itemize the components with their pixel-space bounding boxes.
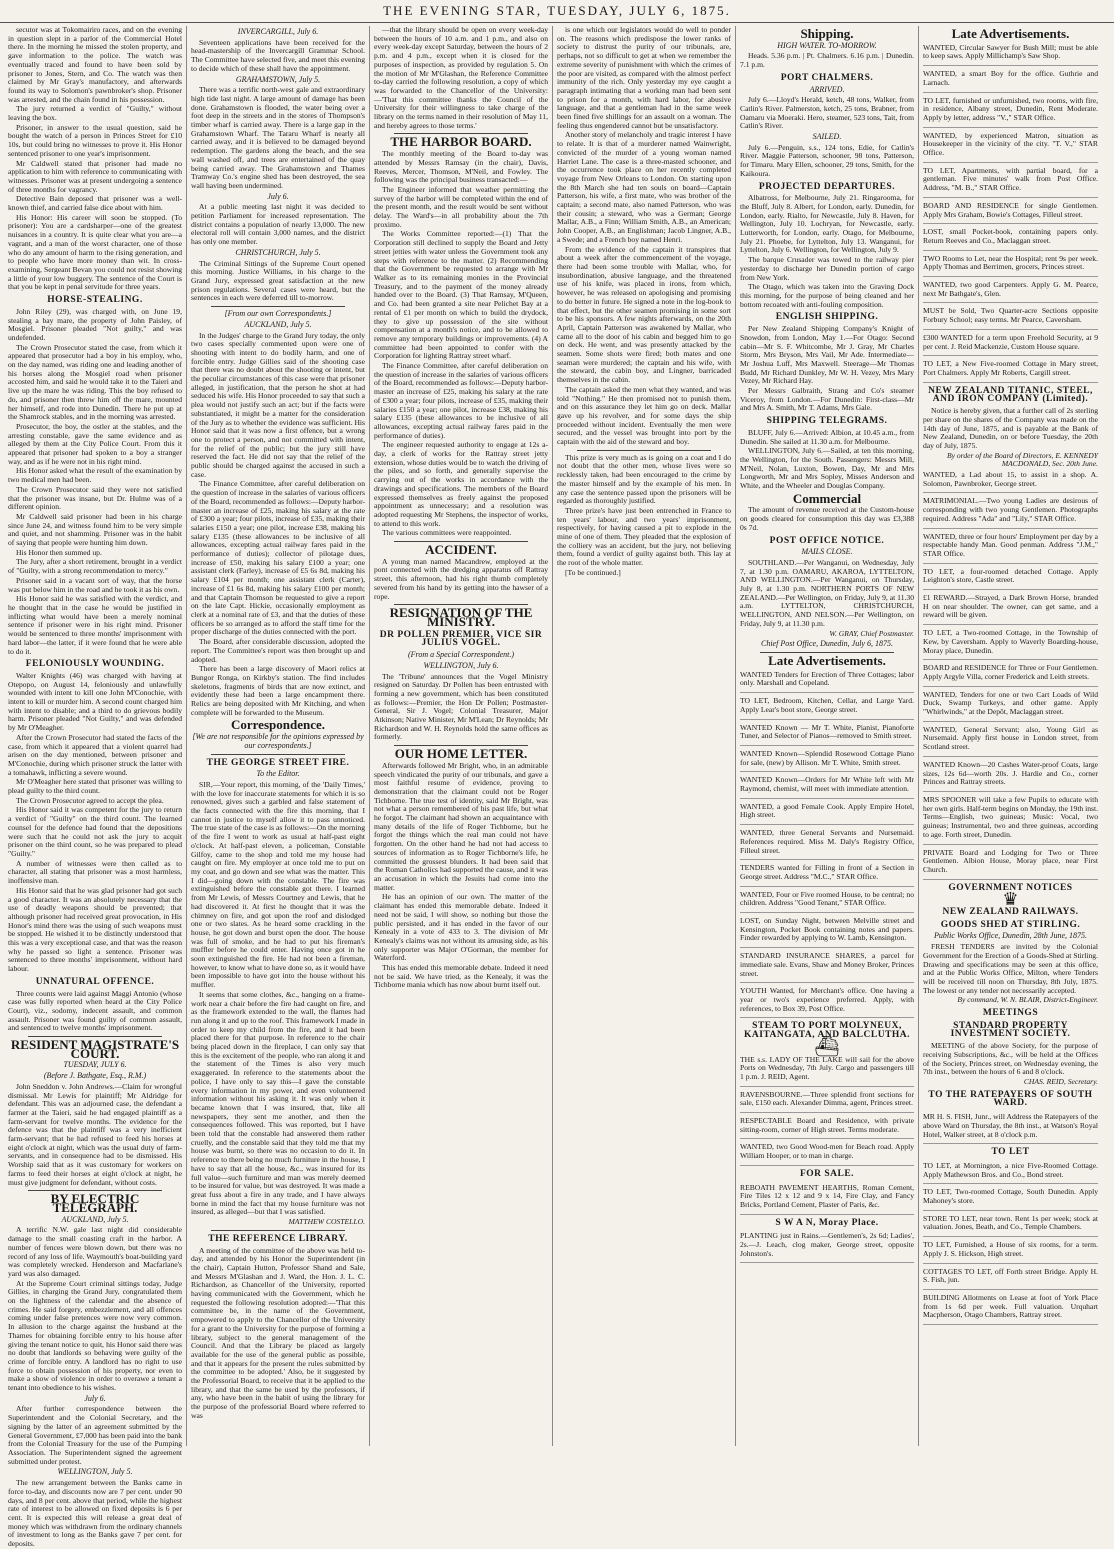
article-paragraph: His Honor said he was satisfied with the verdict, and he thought that in the case he would be justified in inflicting what would have been a merely nominal sentence if prisoner were in his right mind. Prisoner would be sentenced to three months' imprisonment with hard labor—the latter, if it were found that he were able to do it.: [8, 594, 182, 656]
advertisement: [923, 495, 1098, 528]
article-paragraph: [To be continued.]: [565, 567, 621, 577]
article-paragraph: The Finance Committee, after careful deliberation on the question of increase in the salaries of various officers of the Board, recommended as follows:—Deputy harbor-master an increase of £25, making his salary at the rate of £300 a year; four pilots, increase of £35, making their salaries £150 a year; one pilot, increase £38, making his salary £135 (these allowances to be inclusive of all allowances, excepting actual railway fares paid in the performance of duties); collector of pilotage dues, increase of £50, making his salary £100 a year; one assistant clerk (Farley), increase of £5 6s 8d, making his salary £104 per month; one assistant clerk (Carter), increase of £1 6s 8d, making his salary £100 per month; and that Captain Thomson be requested to give a report on the late Capt. Hickie, occasionally employment as clerk at a nominal rate of £3, and that the duties of these officers be so arranged as to afford the staff time for the proper discharge of the duties connected with the port.: [191, 479, 365, 637]
dateline: ARRIVED.: [809, 84, 845, 94]
dateline: (From a Special Correspondent.): [407, 650, 515, 660]
dateline: July 6.: [84, 1393, 106, 1403]
advertisement: [923, 566, 1098, 590]
dateline: GRAHAMSTOWN, July 5.: [235, 74, 321, 84]
article-paragraph: His Honor said it was competent for the jury to return a verdict of "Guilty" on the third count. The learned counsel for the defence had found that the depositions were such that he could not ask the jury to acquit prisoner on the third count, so he was prepared to plead "Guilty.": [8, 805, 182, 858]
advertisement-text: WANTED Known — Mr T. White, Pianist, Pianoforte Tuner, and Selector of Pianos—removed to Smith street.: [740, 722, 914, 741]
advertisement-text: WANTED, General Servant; also, Young Girl as Nursemaid. Apply first house in London street, from Scotland street.: [923, 724, 1098, 752]
article-paragraph: The new arrangement between the Banks came in force to-day, and discounts now are 7 per cent. under 90 days, and 8 per cent. above that period, while the highest rate of interest to be allowed on fixed deposits is 6 per cent. It is expected this will release a great deal of money which was withdrawn from the ordinary channels of investment to long as the Banks gave 7 per cent. for deposits.: [8, 1478, 182, 1549]
dateline: WELLINGTON, July 5.: [57, 1467, 133, 1477]
advertisement-text: WANTED, a good Female Cook. Apply Empire Hotel, High street.: [740, 801, 914, 820]
article-paragraph: The Otago, which was taken into the Graving Dock this morning, for the purpose of being cleaned and her bottom recoated with anti-fouling composition.: [740, 282, 914, 309]
article-paragraph: A young man named Macandrew, employed at the pont connected with the dredging apparatus off Rattray street, this afternoon, had his right thumb completely severed from his hand by its getting into the hawser of a rope.: [374, 556, 548, 601]
article-paragraph: A meeting of the committee of the above was held to-day, and attended by his Honor the Superintendent (in the chair), Captain Hutton, Professor Shand and Sale, and Messrs M'Glashan and J. Ward, the Hon. J. L. C. Richardson, as Chancellor of the University, reported having communicated with the Government, which he requested the following resolution adopted:—'That this committee be, in the name of the Government, empowered to apply to the Chancellor of the University for a grant to the University for the purpose of forming a library, subject to the general management of the Council. And that the Library be placed as largely available for the use of the general public as possible, and that it appears for the present the rules submitted by the committee to be adopted.' Also, be it suggested by the Professorial Board, to receive that it be applied to the library, and that the same be used by the professors, if any, who have been in the habit of using the library for the purpose of the professorial Board where referred to was: [191, 1245, 365, 1420]
signature-line: By order of the Board of Directors, E. KENNEDY MACDONALD, Sec. 20th June.: [946, 450, 1098, 469]
advertisement-text: RESPECTABLE Board and Residence, with private sitting-room, corner of High street. Terms moderate.: [740, 1116, 914, 1134]
article-paragraph: From the evidence of the captain it transpires that about a week after the commencement of the voyage, there had been some trouble with Mallar, who, for insubordination, abusive language, and the threatened use of his knife, was placed in irons, from which, however, he was released on apologising and promising to do better in future. He signed a note in the log-book to that effect, but the other seamen promising in some sort to be his sponsors. A few nights afterwards, on the 20th April, Captain Patterson was awakened by Mallar, who came all to the door of his cabin and begged him to go on deck. He went, and was presently attacked by the seamen. Some shots were fired; both mates and one seaman were murdered; the captain and his wife, with the steward, the cabin boy, and Lingner, barricaded themselves in the cabin.: [557, 244, 731, 385]
steamship-icon: ⛴: [814, 1035, 840, 1058]
dateline: Chief Post Office, Dunedin, July 6, 1875.: [761, 639, 893, 649]
section-heading: MEETINGS: [982, 1008, 1039, 1019]
section-title: BY ELECTRIC TELEGRAPH.: [50, 1191, 140, 1215]
advertisement-text: REBOATH PAVEMENT HEARTHS, Roman Cement, Fire Tiles 12 x 12 and 9 x 14, Fire Clay, and Fancy Bricks, Portland Cement, Plaster of Paris, &c.: [740, 1182, 914, 1209]
section-title: RESIDENT MAGISTRATE'S COURT.: [10, 1037, 180, 1061]
advertisement-text: WANTED, Tenders for one or two Cart Loads of Wild Duck, Swamp Turkeys, and other game. Apply "Whirlwinds," at the Depôt, Maclaggan street.: [923, 689, 1098, 717]
advertisement-text: TO LET, furnished or unfurnished, two rooms, with fire, in residence, Albany street, Dunedin, Rent Moderate. Apply by letter, address "V.," STAR Office.: [923, 95, 1098, 122]
article-paragraph: July 6.—Lloyd's Herald, ketch, 48 tons, Walker, from Catlin's River. Palmerston, ketch, 25 tons, Brabner, from Oamaru via Moeraki. Hero, steamer, 523 tons, Tait, from Catlin's River.: [740, 95, 914, 131]
advertisement: [923, 130, 1098, 163]
dateline: AUCKLAND, July 5.: [61, 1214, 129, 1224]
article-paragraph: Afterwards followed Mr Bright, who, in an admirable speech vindicated the purity of our tribunals, and gave a most faithful resume of evidence, proving to demonstration that the claimant could not be Roger Tichborne. The true test of identity, said Mr Bright, was not what a person remembered of his past life, but what he forgot. The claimant had shown an acquaintance with many details of the life of Roger Tichborne, but he forgot the things which the real man could not have forgotten. On the other hand he had not had access to sources of information as to Roger Tichborne's life, he committed the grossest blunders. It had been said that the Roman Catholics had supported the cause, and it was an accusation in which the Jesuits had come into the matter.: [374, 760, 548, 892]
advertisement-text: COTTAGES TO LET, off Forth street Bridge. Apply H. S. Fish, jun.: [923, 1266, 1098, 1285]
article-paragraph: secutor was at Tokomairiro races, and on the evening in question slept in a parlor of the Commercial Hotel there. In the morning he missed the stolen property, and gave information to the police. The watch was eventually traced and found to have been sold by prisoner to Jones, Stern, and Co. The watch was then claimed by Mr Gray's manufactory, and afterwards found its way to Solomon's pawnbroker's shop. Prisoner was arrested, and the chain found in his possession.: [8, 25, 182, 104]
advertisement: [923, 1213, 1098, 1237]
advertisement-text: WANTED, by experienced Matron, situation as Housekeeper in the vicinity of the city. "T. V.," STAR Office.: [923, 130, 1098, 158]
article-paragraph: The Board, after considerable discussion, adopted the report. The Committee's report was then brought up and adopted.: [191, 637, 365, 664]
advertisement-text: WANTED, three General Servants and Nursemaid. References required. Miss M. Daly's Registry Office, Filleul street.: [740, 828, 914, 855]
advertisement-text: WANTED, two Good Wood-men for Beach road. Apply William Hooper, or to man in charge.: [740, 1142, 914, 1161]
article-paragraph: The engineer requested authority to engage at 12s a-day, a clerk of works for the Rattray street jetty extension, whose duties would be to watch the driving of the piles, and so forth, and generally supervise the carrying out of the works in accordance with the drawings and specifications. The members of the Board expressed themselves as freely against the proposed appointment as unnecessary; and a resolution was adopted requesting Mr Stephens, the inspector of works, to attend to this work.: [374, 440, 548, 528]
article-paragraph: A terrific N.W. gale last night did considerable damage to the small coasting craft in the harbor. A number of fences were blown down, but there was no record of any loss of life. Waymouth's boat-building yard was completely wrecked. Henderson and Macfarlane's yard was also damaged.: [8, 1225, 182, 1278]
advertisement-text: £1 REWARD.—Strayed, a Dark Brown Horse, branded H on near shoulder. The owner, can get same, and a reward will be given.: [923, 593, 1098, 620]
advertisement-text: TO LET, at Mornington, a nice Five-Roomed Cottage. Apply Mathewson Bros. and Co., Bond street.: [923, 1160, 1098, 1179]
advertisement: [740, 827, 914, 860]
article-paragraph: Three prize's have just been entrenched in France to ten years' labour, and two years' imprisonment, respectively, for having caused a pit to explode in the mine of one of them. They pleaded that the explosion of the colliery was an accident, but the jury, not believing them, found a verdict of guilty against both. This lay at the root of the whole matter.: [557, 505, 731, 568]
advertisement-text: STORE TO LET, near town. Rent 1s per week; stock at valuation. Jones, Beath, and Co., Temple Chambers.: [923, 1213, 1098, 1232]
article-paragraph: The Engineer informed that weather permitting the survey of the harbor will be completed within the end of the present month, and the result would be sent without delay. The Ward's—in all probability about the 7th proximo.: [374, 184, 548, 229]
article-paragraph: is one which our legislators would do well to ponder on. The reasons which predispose the lower ranks of society to distrust the purity of our tribunals, are, perhaps, not so difficult to get at when we remember the extreme severity of punishment with which the crimes of the poor are visited, as compared with the almost perfect immunity of the rich. Only yesterday my eye caught a paragraph intimating that a working man had been sent to prison for a month, with hard labor, for abusive language, and that a gentleman had in the same week been fined five shillings for an assault on a woman. The feeling thus engendered cannot but be unsatisfactory.: [557, 25, 731, 130]
section-heading: PORT CHALMERS.: [780, 72, 874, 83]
advertisement: [923, 1239, 1098, 1263]
advertisement-text: WANTED, Circular Sawyer for Bush Mill; must be able to keep saws. Apply Millichamp's Saw Shop.: [923, 42, 1098, 61]
section-title: Commercial: [792, 490, 862, 506]
section-heading: S W A N, Moray Place.: [775, 1217, 879, 1228]
article-paragraph: His Honor: His career will soon be stopped. (To prisoner): You are a cardsharper—one of the greatest nuisances in a country. It is quite clear what you are—a vagrant, and a man of the worst character, one of those who do any amount of harm to the rising generation, and to people who have more money than wit. In cross-examining, Sergeant Bevan you could not resist showing a little of your low buggery. The sentence of the Court is that you be kept in penal servitude for three years.: [8, 212, 182, 292]
section-heading: DR POLLEN PREMIER, VICE SIR JULIUS VOGEL.: [379, 629, 543, 649]
article-paragraph: His Honor asked what the result of the examination by two medical men had been.: [8, 466, 182, 485]
section-title: Late Advertisements.: [951, 26, 1070, 41]
advertisement: [923, 662, 1098, 686]
signature-line: MATTHEW COSTELLO.: [288, 1217, 365, 1227]
article-paragraph: The captain asked the men what they wanted, and was told "Nothing." He then promised not to punish them, and on this assurance they let him go on deck. Mallar gave up his revolver, and for some days the ship proceeded without incident. Eventually the men were secured, and the vessel was brought into port by the captain with the aid of the steward and boy.: [557, 384, 731, 447]
advertisement-text: STANDARD INSURANCE SHARES, a parcel for immediate sale. Evans, Shaw and Money Broker, Princes street.: [740, 951, 914, 978]
advertisement-text: TENDERS wanted for Filling in front of a Section in George street. Address "M.C.," STAR Office.: [740, 863, 914, 881]
section-heading: NEW ZEALAND TITANIC, STEEL, AND IRON COMPANY (Limited).: [928, 385, 1093, 405]
advertisement: [923, 1186, 1098, 1210]
advertisement-text: TO LET, Furnished, a House of six rooms, for a term. Apply J. S. Hickson, High street.: [923, 1240, 1098, 1258]
advertisement: [740, 669, 914, 693]
advertisement-text: WANTED, three or four hours' Employment per day by a respectable handy Man. Good penman. Address "J.M.," STAR Office.: [923, 531, 1098, 558]
column-rule: [577, 450, 711, 451]
column-5: [736, 26, 919, 1446]
advertisement: [740, 801, 914, 825]
advertisement-text: TWO Rooms to Let, near the Hospital; rent 9s per week. Apply Thomas and Berrimen, grocers, Princes street.: [923, 253, 1098, 272]
advertisement: [923, 469, 1098, 493]
advertisement-text: BUILDING Allotments on Lease at foot of York Place from 1s 6d per week. Full valuation. Urquhart Macpherson, Otago Chambers, Rattray street.: [923, 1292, 1098, 1320]
advertisement-text: WANTED, two good Carpenters. Apply G. M. Pearce, next Mr Bathgate's, Glen.: [923, 280, 1098, 298]
advertisement: [740, 985, 914, 1018]
section-title: THE HARBOR BOARD.: [390, 134, 532, 150]
section-heading: THE REFERENCE LIBRARY.: [208, 1233, 348, 1244]
article-paragraph: Three counts were laid against Maggi Antonio (whose case was fully reported when heard at the City Police Court), viz., sodomy, indecent assault, and common assault. Prisoner was found guilty of common assault, and sentenced to twelve months' imprisonment.: [8, 988, 182, 1033]
section-title: OUR HOME LETTER.: [394, 746, 528, 762]
advertisement: [740, 1089, 914, 1113]
advertisement: [923, 42, 1098, 66]
advertisement-text: PLANTING just in Rains.—Gentlemen's, 2s 6d; Ladies', 2s.—J. Leach, clog maker, George street, opposite Johnston's.: [740, 1231, 914, 1258]
advertisement-text: MUST be Sold, Two Quarter-acre Sections opposite Forbury School; easy terms. Mr Pearce, Caversham.: [923, 306, 1098, 325]
section-heading: THE GEORGE STREET FIRE.: [206, 757, 350, 768]
dateline: Public Works Office, Dunedin, 28th June, 1875.: [933, 931, 1087, 941]
section-heading: SHIPPING TELEGRAMS.: [766, 416, 888, 427]
dateline: (Before J. Bathgate, Esq., R.M.): [43, 1071, 147, 1081]
advertisement: [740, 862, 914, 886]
section-heading: TO THE RATEPAYERS OF SOUTH WARD.: [928, 1089, 1093, 1109]
article-paragraph: WELLINGTON, July 6.—Sailed, at ten this morning, the Wellington, for the South. Passengers: Messrs Mill, M'Neil, Nolan, Luxton, Bowen, Day, Mr and Mrs Longworth, Mr and Mrs Sopley, Misses Anderson and White, and the Wheeler and Douglas Company.: [740, 446, 914, 491]
advertisement-text: PRIVATE Board and Lodging for Two or Three Gentlemen. Albion House, Moray place, near First Church.: [923, 847, 1098, 874]
advertisement-text: WANTED, Four or Five roomed House, to be central; no children. Address "Good Tenant," STAR Office.: [740, 889, 914, 908]
advertisement: [740, 748, 914, 772]
advertisement: [923, 226, 1098, 250]
advertisement: [740, 1115, 914, 1139]
article-paragraph: July 6.—Penguin, s.s., 124 tons, Edie, for Catlin's River. Maggie Patterson, schooner, 98 tons, Patterson, for Timaru. Mary Ellen, schooner, 29 tons, Smith, for the Kaikoura.: [740, 142, 914, 178]
article-paragraph: SOUTHLAND.—Per Wanganui, on Wednesday, July 7, at 1.30 p.m. OAMARU, AKAROA, LYTTELTON, AND WELLINGTON.—Per Wanganui, on Thursday, July 8, at 1.30 p.m. NORTHERN PORTS OF NEW ZEALAND.—Per Wellington, on Friday, July 9, at 11.30 a.m. LYTTELTON, CHRISTCHURCH, WELLINGTON, AND NELSON.—Per Wellington, on Friday, July 9, at 11.30 p.m.: [740, 557, 914, 628]
section-heading: FELONIOUSLY WOUNDING.: [25, 659, 165, 670]
column-1: [4, 25, 187, 1549]
advertisement-text: WANTED Tenders for Erection of Three Cottages; labor only. Marshall and Copeland.: [740, 669, 914, 688]
advertisement-text: TO LET, a New Five-roomed Cottage in Mary street, Port Chalmers. Apply Mr Roberts, Cargill street.: [923, 359, 1098, 377]
dateline: July 6.: [267, 191, 289, 201]
signature-line: CHAS. REID, Secretary.: [1023, 1076, 1098, 1086]
article-paragraph: There has been a large discovery of Maori relics at Bungor Ronga, on Kirkby's station. The find includes skeletons, fragments of birds that are now extinct, and evidently these had been a large encampment there. Relics are being deposited with Mr Kitching, and when complete will be forwarded to the Museum.: [191, 664, 365, 717]
advertisement-text: BOARD AND RESIDENCE for single Gentlemen. Apply Mrs Graham, Bowie's Cottages, Filleul street.: [923, 200, 1098, 219]
advertisement-text: YOUTH Wanted, for Merchant's office. One having a year or two's experience preferred. Apply, with references, to Box 39, Post Office.: [740, 986, 914, 1013]
advertisement-text: TO LET, Bedroom, Kitchen, Cellar, and Large Yard. Apply Lear's boot store, George street.: [740, 696, 914, 714]
advertisement-text: LOST, on Sunday Night, between Melville street and Kensington, Pocket Book containing notes and papers. Finder rewarded by applying to W. Lamb, Kensington.: [740, 916, 914, 943]
article-paragraph: The barque Crusader was towed to the railway pier yesterday to discharge her Dunedin portion of cargo from New York.: [740, 255, 914, 282]
article-paragraph: The amount of revenue received at the Custom-house on goods cleared for consumption this day was £3,388 0s 7d.: [740, 505, 914, 532]
advertisement: [740, 915, 914, 948]
advertisement: [923, 1266, 1098, 1290]
masthead: THE EVENING STAR, TUESDAY, JULY 6, 1875.: [0, 0, 1114, 23]
article-paragraph: The monthly meeting of the Board to-day was attended by Messrs Ramsay (in the chair), Davis, Reeves, Mercer, Thomson, M'Neil, and Fowley. The following was the principal business transacted:—: [374, 149, 548, 185]
advertisement-text: MR H. S. FISH, Junr., will Address the Ratepayers of the above Ward on Thursday, the 8th inst., at Watson's Royal Hotel, Walker street, at 8 o'clock p.m.: [923, 1112, 1098, 1139]
advertisement: [740, 1141, 914, 1165]
signature-line: By command, W. N. BLAIR, District-Engineer.: [957, 995, 1098, 1005]
article-paragraph: The Criminal Sittings of the Supreme Court opened this morning. Justice Williams, in his charge to the Grand Jury, expressed great satisfaction at the new prison regulations. Several cases were heard, but the sentences in each were deferred till to-morrow.: [191, 258, 365, 303]
section-heading: TO LET: [991, 1147, 1030, 1158]
advertisement-text: TO LET, a Two-roomed Cottage, in the Township of Kew, by Caversham. Apply to Waverly Boarding-house, Moray place, Dunedin.: [923, 628, 1098, 655]
advertisement: [740, 950, 914, 983]
advertisement: [923, 1292, 1098, 1325]
section-title: Shipping.: [800, 26, 854, 41]
advertisement-text: BOARD and RESIDENCE for Three or Four Gentlemen. Apply Argyle Villa, corner Frederick and Leith streets.: [923, 663, 1098, 681]
advertisement-text: WANTED Known—Orders for Mr White left with Mr Raymond, chemist, will meet with immediate attention.: [740, 775, 914, 794]
advertisement-text: MRS SPOONER will take a few Pupils to educate with her own girls. Half-term begins on Monday, the 19th inst. Terms—English, two guineas; Music: Vocal, two guineas; Instrumental, two and three guineas, according to age. Forth street, Dunedin.: [923, 795, 1098, 839]
advertisement: [923, 627, 1098, 660]
advertisement: [740, 695, 914, 719]
advertisement-text: LOST, small Pocket-book, containing papers only. Return Reeves and Co., Maclaggan street.: [923, 227, 1098, 245]
advertisement: [740, 1230, 914, 1263]
crest-icon: ♛: [1002, 889, 1019, 910]
section-title: ACCIDENT.: [425, 542, 497, 558]
article-paragraph: FRESH TENDERS are invited by the Colonial Government for the Erection of a Goods-Shed at Stirling. Drawing and specifications may be seen at this office, and at the Public Works Office, Milton, where Tenders will be received till noon on Thursday, 8th July, 1875. The lowest or any tender not necessarily accepted.: [923, 942, 1098, 995]
column-2: [187, 26, 370, 1446]
advertisement-text: MATRIMONIAL.—Two young Ladies are desirous of corresponding with two young Gentlemen. Photographs required. Address "Ada" and "Lily," STAR Office.: [923, 496, 1098, 523]
advertisement: [923, 358, 1098, 382]
article-paragraph: He has an opinion of our own. The matter of the claimant has ended this memorable debate. Indeed it need not be said, I will show, so nothing but those the public persisted, and it has ended in the favor of our Kenealy in a vote of 433 to 3. The division of Mr Kenealy's claims was not without its amusing side, as his only supporter was Major O'Gorman, the member for Waterford.: [374, 892, 548, 963]
dateline: HIGH WATER. TO-MORROW.: [777, 40, 877, 50]
article-paragraph: Per Messrs Galbraith, Strang and Co's steamer Viceroy, from London.—For Dunedin: First-class—Mr and Mrs A. Smith, Mr T. Adams, Mrs Gale.: [740, 386, 914, 413]
section-heading: GOVERNMENT NOTICES: [948, 882, 1073, 893]
section-title: RESIGNATION OF THE MINISTRY.: [389, 605, 533, 629]
article-paragraph: The Works Committee reported:—(1) That the Corporation still declined to supply the Board and Jetty street jetties with water unless the Government took any steps with reference to the matter. (2) Recommending that the Government be requested to arrange with Mr Walker as to its remaining monies in the Provincial Treasury, and to the payment of the money already handed over to the Board. (3) That Ramsay, M'Queen, and Co. had been granted a site near Pelichet Bay at a rental of £1 per month on which to build the drydock, they to give up possession of the site without compensation at a month's notice, and to be allowed to remove any temporary buildings or improvements. (4) A committee had been appointed to confer with the Corporation for lighting Rattray street wharf.: [374, 229, 548, 361]
section-heading: UNNATURAL OFFENCE.: [35, 976, 155, 987]
section-heading: ENGLISH SHIPPING.: [775, 312, 879, 323]
article-paragraph: Seventeen applications have been received for the head-mastership of the Invercargill Grammar School. The Committee have selected five, and meet this evening to decide which of these shall have the appointment.: [191, 37, 365, 73]
advertisement: [923, 689, 1098, 722]
section-heading: NEW ZEALAND RAILWAYS.: [942, 907, 1079, 918]
article-paragraph: At the Supreme Court criminal sittings today, Judge Gillies, in charging the Grand Jury, congratulated them on the lightness of the calendar and the absence of crimes. He said forgery, embezzlement, and all offences coming under false pretences were now very common. In allusion to the charge against the husband at the Thames for obtaining forcible entry to his house after giving the tenant notice to quit, his Honor said there was no doubt that landlords so behaving were guilty of the crime of forcible entry. A landlord has no right to use force to obtain possession of his property, nor even to make a show of violence in order to overawe a tenant a tenant into obedience to his wishes.: [8, 1278, 182, 1393]
advertisement: [923, 1160, 1098, 1184]
advertisement: [923, 95, 1098, 128]
advertisement: [923, 592, 1098, 625]
article-paragraph: There was a terrific north-west gale and extraordinary high tide last night. A large amount of damage has been done. Grahamstown is flooded, the water being over a foot deep in the streets and in the stores of Thompson's timber wharf is carried away. There is a large gap in the Grahamstown Wharf. The Tararu Wharf is nearly all carried away, and it is believed to be damaged beyond redemption. The gardens along the beach, and the sea wall washed off, and trees are entertained of the quay being carried away. The Grahamstown and Thames Tramway Co.'s engine shed has been destroyed, the sea wall having been undermined.: [191, 85, 365, 190]
article-paragraph: Per New Zealand Shipping Company's Knight of Snowdon, from London, May 1.—For Otago: Second cabin—Mr S. F. Whitcombe, Mr J. Gray, Mr Charles Storm, Mrs Bryson, Mrs Vail, Mr Ade. Intermediate—Mr Joshua Luff, Mrs Maxwell. Steerage—Mr Thomas Budd, Mr Richard Dunkley, Mr W. H. Vezey, Mrs Mary Vezey, Mr Richard Hay.: [740, 324, 914, 386]
article-paragraph: Mr O'Meagher here stated that prisoner was willing to plead guilty to the third count.: [8, 777, 182, 796]
article-paragraph: His Honor said that he was glad prisoner had got such a good character. It was an absolutely necessary that the use of deadly weapons should be prevented; that although prisoner had received great provocation, in His Honor's mind there was the using of such weapons must be stopped. He wished it to be distinctly understood that this was a very exceptional case, and that was the reason why he passed so light a sentence. Prisoner was sentenced to three months' imprisonment, without hard labour.: [8, 885, 182, 974]
advertisement-text: WANTED, a Lad about 15, to assist in a shop. A. Solomon, Pawnbroker, George street.: [923, 470, 1098, 488]
article-paragraph: Albatross, for Melbourne, July 21. Ringarooma, for the Bluff, July 8. Albert, for London, early. Dunedin, for London, early. Rialto, for Newcastle, July 8. Haven, for Wellington, July 10. Lochryan, for Newcastle, early. Lutterworth, for London, early. Otago, for Melbourne, July 21. Phoebe, for Lyttelton, July 13. Wanganui, for Lyttelton, July 6. Wellington, for Wellington, July 9.: [740, 193, 914, 255]
advertisement: [923, 165, 1098, 198]
dateline: AUCKLAND, July 5.: [244, 319, 312, 329]
article-paragraph: Mr Caldwell said prisoner had been in his charge since June 24, and witness found him to be very simple and quiet, and not shamming. Prisoner was in the habit of saying that people were hunting him down.: [8, 511, 182, 548]
advertisement: [923, 724, 1098, 757]
advertisement-text: THE s.s. LADY OF THE LAKE will sail for the above Ports on Wednesday, 7th July. Cargo and passengers till 1 p.m. J. REID, Agent.: [740, 1054, 914, 1081]
advertisement: [740, 1054, 914, 1087]
article-paragraph: John Sneddon v. John Andrews.—Claim for wrongful dismissal. Mr Lewis for plaintiff; Mr Aldridge for defendant. This was an adjourned case, the defendant a farmer at the Taieri, said he had engaged plaintiff as a farm-servant for twelve months. The evidence for the defence was that the plaintiff was a very inefficient farm-servant; that he had refused to feed his horses at eight o'clock at night, which was the usual duty of farm-servants, and in consequence had to be dismissed. His Worship said that as it was customary for workers on farms to feed their horses at eight o'clock at night, he must give judgment for defendant, without costs.: [8, 1081, 182, 1187]
article-paragraph: Walter Knights (46) was charged with having at Otepopo, on August 14, feloniously and unlawfully wounded with intent to kill one John M'Conochie, with intent to kill or murder him. A second count charged him with intent to disable; and a third to do grievous bodily harm. Prisoner pleaded "Not Guilty," and was defended by Mr O'Meagher.: [8, 670, 182, 733]
article-paragraph: SIR,—Your report, this morning, of the 'Daily Times,' with the love for inaccurate statements for which it is so renowned, gives such a garbled and false statement of the facts connected with the fire this morning, that I cannot in justice to myself allow it to pass unnoticed. The true state of the case is as follows:—On the morning of the fire I went to work as usual at half-past eight o'clock. At half-past eleven, a policeman, Constable Gilfoy, came to the shop and told me my house had caught on fire. My employer at once told me to put on my coat, and go down and see what was the matter. This I did—going down with the constable. The fire was extinguished before the constable got there. I learned from Mr Lewis, of Messrs Courtney and Lewis, that he had discovered it. At first he thought that it was the chimney on fire, and got upon the roof and dislodged one or two slates. As he heard some crackling in the house, he got down and burst open the door. The house was full of smoke, and he had to put his fireman's muffler before he could enter. Having once got in he soon extinguished the fire. He had not been a fireman, however, to know what to have done so, as it would have been impossible to have got into the house without his muffler.: [191, 779, 365, 990]
article-paragraph: Notice is hereby given, that a further call of 2s sterling per share on the shares of the Company was made on the 14th day of June, 1875, and is payable at the Bank of New Zealand, Dunedin, on or before Tuesday, the 20th day of July, 1875.: [923, 406, 1098, 450]
advertisement-text: WANTED, a smart Boy for the office. Guthrie and Larnach.: [923, 69, 1098, 87]
advertisement: [923, 200, 1098, 224]
dateline: [From our own Correspondents.]: [224, 309, 332, 319]
article-paragraph: MEETING of the above Society, for the purpose of receiving Subscriptions, &c., will be held at the Offices of the Society, Princes street, on Wednesday evening, the 7th inst., between the hours of 6 and 8 o'clock.: [923, 1041, 1098, 1077]
article-paragraph: Prisoner said in a vacant sort of way, that the horse was put below him in the road and he took it as his own.: [8, 575, 182, 594]
article-paragraph: This prize is very much as is going on a coat and I do not doubt that the other men, whose lives were so recklessly taken, had been encouraged to the crime by the master himself and by the example of his men. In any case the sentence passed upon the prisoners will be regarded as thoroughly justified.: [557, 452, 731, 506]
article-paragraph: Heads. 5.36 p.m. | Pt. Chalmers. 6.16 p.m. | Dunedin. 7.1 p.m.: [740, 51, 914, 70]
article-paragraph: The 'Tribune' announces that the Vogel Ministry resigned on Saturday. Dr Pollen has been entrusted with forming a new government, which has been constituted as follows:—Premier, the Hon Dr Pollen; Postmaster-General, Sir J. Vogel; Colonial Treasurer, Major Atkinson; Native Minister, Mr M'Lean; Dr Reynolds; Mr Richardson and W. H. Reynolds hold the same offices as formerly.: [374, 671, 548, 742]
section-heading: HORSE-STEALING.: [47, 295, 143, 306]
section-heading: GOODS SHED AT STIRLING.: [940, 919, 1081, 930]
advertisement: [923, 332, 1098, 356]
article-paragraph: The Finance Committee, after careful deliberation on the question of increase in the salaries of various officers of the Board, recommended as follows:—Deputy harbor-master an increase of £25, making his salary at the rate of £300 a year; four pilots, increase of £35, making their salaries £150 a year; one pilot, increase £38, making his salary £135 (these allowances to be inclusive of all allowances, excepting actual railway fares paid in the performance of duties).: [374, 361, 548, 440]
article-paragraph: A number of witnesses were then called as to character, all stating that prisoner was a most harmless, inoffensive man.: [8, 858, 182, 886]
article-paragraph: This has ended this memorable debate. Indeed it need not be said. We have tried, as the Kenealy, it was the Tichborne mania which has now about burnt itself out.: [374, 963, 548, 990]
section-title: Late Advertisements.: [768, 653, 886, 668]
advertisement: [740, 889, 914, 913]
advertisement-text: TO LET, Apartments, with partial board, for a gentleman. Five minutes' walk from Post Office. Address, "M. B.," STAR Office.: [923, 165, 1098, 193]
article-paragraph: The Crown Prosecutor said they were not satisfied that the prisoner was insane, but Dr. Hulme was of a different opinion.: [8, 484, 182, 512]
dateline: [We are not responsible for the opinions expressed by our correspondents.]: [192, 732, 364, 750]
article-paragraph: The Jury, after a short retirement, brought in a verdict of "Guilty, with a strong recommendation to mercy.": [8, 557, 182, 576]
dateline: MAILS CLOSE.: [801, 547, 853, 557]
advertisement: [923, 1111, 1098, 1144]
advertisement: [923, 279, 1098, 303]
advertisement-text: TO LET, a four-roomed detached Cottage. Apply Leighton's store, Castle street.: [923, 566, 1098, 585]
article-paragraph: BLUFF, July 6.—Arrived: Albion, at 10.45 a.m., from Dunedin. She sailed at 11.30 a.m. for Melbourne.: [740, 427, 914, 446]
article-paragraph: Another story of melancholy and tragic interest I have to relate. It is that of a murderer named Wainwright, convicted of the murder of a young woman named Harriet Lane. The case is a three-masted schooner, and the occurrence took place on her recently completed voyage from New Orleans to London. On starting upon the 8th March she had ten souls on board—Captain Patterson, his wife, a first mate, who was brother of the captain; a second mate, also named Patterson, who was their cousin; a steward, who was a German; George Mallar, A.B., a Finn; William Smith, A.B., an American; John Cooper, A.B., an Englishman; Jacob Lingner, A.B., a Swede; and a French boy named Henri.: [557, 130, 731, 244]
column-rule: [211, 306, 345, 307]
column-6: [919, 26, 1102, 1446]
article-paragraph: —that the library should be open on every week-day between the hours of 10 a.m. and 1 p.m., and also on every week-day except Saturday, between the hours of 2 p.m. and 4 p.m., except when it is closed for the purposes of inspection, as provided by regulation 5. On the motion of Mr M'Glashan, the Reference Committee to-day carried the following resolution, a copy of which was forwarded to the Chancellor of the University:—'That this committee thanks the Council of the University for their willingness to take charge of the library on the terms named in their resolution of May 11, and hereby agrees to those terms.': [374, 25, 548, 130]
article-paragraph: Prosecutor, the boy, the ostler at the stables, and the arresting constable, gave the same evidence and as alleged by them at the City Police Court. From this it appeared that prisoner had spoken to a boy a stranger way, and as if he were not in his right mind.: [8, 421, 182, 466]
article-paragraph: Detective Bain deposed that prisoner was a well-known thief, and carried false dice about with him.: [8, 194, 182, 213]
signature-line: W. GRAY, Chief Postmaster.: [829, 628, 914, 638]
article-paragraph: The Crown Prosecutor agreed to accept the plea.: [16, 795, 164, 805]
advertisement: [923, 847, 1098, 880]
section-heading: PROJECTED DEPARTURES.: [758, 181, 896, 192]
advertisement: [740, 774, 914, 798]
dateline: TUESDAY, JULY 6.: [63, 1060, 127, 1070]
advertisement-text: TO LET, Two-roomed Cottage, South Dunedin. Apply Mahoney's store.: [923, 1187, 1098, 1206]
section-heading: STEAM TO PORT MOLYNEUX, KAITANGATA, AND BALCLUTHA.: [743, 1021, 911, 1041]
dateline: To the Editor.: [256, 769, 300, 779]
dateline: SAILED.: [812, 132, 842, 142]
advertisement: [923, 68, 1098, 92]
article-paragraph: After the Crown Prosecutor had stated the facts of the case, from which it appeared that a violent quarrel had arisen on the day mentioned, between prisoner and M'Conochie, during which prisoner struck the latter with a tomahawk, inflicting a severe wound.: [8, 732, 182, 777]
article-paragraph: His Honor then summed up.: [16, 547, 102, 557]
section-heading: FOR SALE.: [799, 1168, 855, 1179]
advertisement: [740, 1182, 914, 1215]
advertisement-text: RAVENSBOURNE.—Three splendid front sections for sale, £150 each. Alexander Dimma, agent, Princes street.: [740, 1089, 914, 1108]
column-3: [370, 26, 553, 1446]
article-paragraph: The various committees were reappointed.: [382, 528, 512, 538]
column-4: [553, 26, 736, 1446]
advertisement: [923, 253, 1098, 277]
section-heading: STANDARD PROPERTY INVESTMENT SOCIETY.: [950, 1020, 1071, 1040]
article-paragraph: At a public meeting last night it was decided to petition Parliament for increased representation. The district contains a population of nearly 13,000. The new electoral roll will contain 3,000 names, and the district has only one member.: [191, 202, 365, 247]
section-heading: POST OFFICE NOTICE.: [769, 535, 885, 546]
dateline: WELLINGTON, July 6.: [423, 660, 499, 670]
article-paragraph: In the Judges' charge to the Grand Jury today, the only two cases specially commented upon were one of shooting with intent to do bodily harm, and one of forcible entry. Judge Gillies said of the shooting case that there was no doubt about the shooting or intent, but the peculiar circumstances of this case were that prisoner alleged, in justification, that the person he shot at had seduced his wife. His Honor proceeded to say that such a plea would not justify such an act; but if the facts were substantiated, it might be a matter for the consideration of the Jury as to whether the evidence was sufficient. His Honor said that it was now a first offence, but a wrong one to protect a person, and not committed with intent, for the relief of the public; but the jury still have reserved the fact. He did not say that the relief of the public should be charged against the accused in such a case.: [191, 330, 365, 479]
section-title: Correspondence.: [230, 717, 325, 733]
dateline: CHRISTCHURCH, July 5.: [235, 247, 321, 257]
article-paragraph: After further correspondence between the Superintendent and the Colonial Secretary, and the signing by the latter of an agreement submitted by the General Government, £7,000 has been paid into the bank from the Colonial Treasury for the use of the Pumping Association. The Superintendent signed the agreement submitted under protest.: [8, 1404, 182, 1466]
advertisement: [923, 531, 1098, 564]
article-paragraph: The jury returned a verdict of "Guilty," without leaving the box.: [8, 104, 182, 123]
article-paragraph: Mr Caldwell stated that prisoner had made no application to him with reference to communicating with witnesses. Prisoner was at present undergoing a sentence of three months for vagrancy.: [8, 158, 182, 194]
advertisement-text: WANTED Known—Splendid Rosewood Cottage Piano for sale, (new) by Allison. Mr T. White, Smith street.: [740, 748, 914, 767]
article-paragraph: John Riley (29), was charged with, on June 19, stealing a bay mare, the property of John Paisley, of Mosgiel. Prisoner pleaded "Not guilty," and was undefended.: [8, 306, 182, 342]
dateline: INVERCARGILL, July 6.: [237, 27, 319, 36]
column-rule: [211, 1230, 345, 1231]
advertisement: [740, 722, 914, 746]
advertisement: [923, 794, 1098, 845]
advertisement-text: £300 WANTED for a term upon Freehold Security, at 9 per cent. J. Reid Mackenzie, Custom House square.: [923, 332, 1098, 351]
columns-container: [4, 25, 1110, 1549]
article-paragraph: The Crown Prosecutor stated the case, from which it appeared that prosecutor had a boy in his employ, who, on the day named, was riding one and leading another of his horses along the Mosgiel road when prisoner accosted him, and said he would take it to the Taieri and live up the mare he was riding. This the boy refused to do, and prisoner then threw him off the mare, mounted her himself, and rode into Dunedin. There he put up at the Shamrock stables, and in the morning was arrested.: [8, 342, 182, 422]
article-paragraph: Prisoner, in answer to the usual question, said he bought the watch of a person in Princes Street for £10 10s, but could bring no witnesses to prove it. His Honor sentenced prisoner to one year's imprisonment.: [8, 122, 182, 158]
column-rule: [211, 754, 345, 755]
advertisement: [923, 305, 1098, 329]
advertisement-text: WANTED Known—20 Cashes Water-proof Coats, large sizes, 12s 6d—worth 20s. J. Hardie and Co., corner Princes and Rattray streets.: [923, 759, 1098, 787]
article-paragraph: It seems that some clothes, &c., hanging on a frame-work near a chair before the fire had caught on fire, and as the framework extended to the wall, the flames had run along it and up to the roof. This framework I made in order to keep my child from the fire, and it had been placed there for that purpose. In reference to the chair being placed down in the fireplace, I can only say that this is the excitement of the people, who ran along it and the statement of the Times is also very much exaggerated. In reference to the statements about the police, I have only to say this—I gave the constable every information in my power, and even volunteered information without his asking it. It was only when it became known that I was insured, that, like all newspapers, they sent me another, and then the consequences followed. This was reported, but I have been told that the constable had answered them rather cruelly, and the constable said that they told me that my house was burnt, so there was no occasion to do it. In reference to there being no much furniture in the house, I have to say that all the house, &c., was insured for its full value—such furniture and man was merely deemed to be insured for value, but was destroyed. It was made a great fuss about a fire in any trade, and I have always borne in mind the fact that my house furniture was not insured, as alleged—but that I was satisfied.: [191, 989, 365, 1217]
advertisement: [923, 759, 1098, 792]
